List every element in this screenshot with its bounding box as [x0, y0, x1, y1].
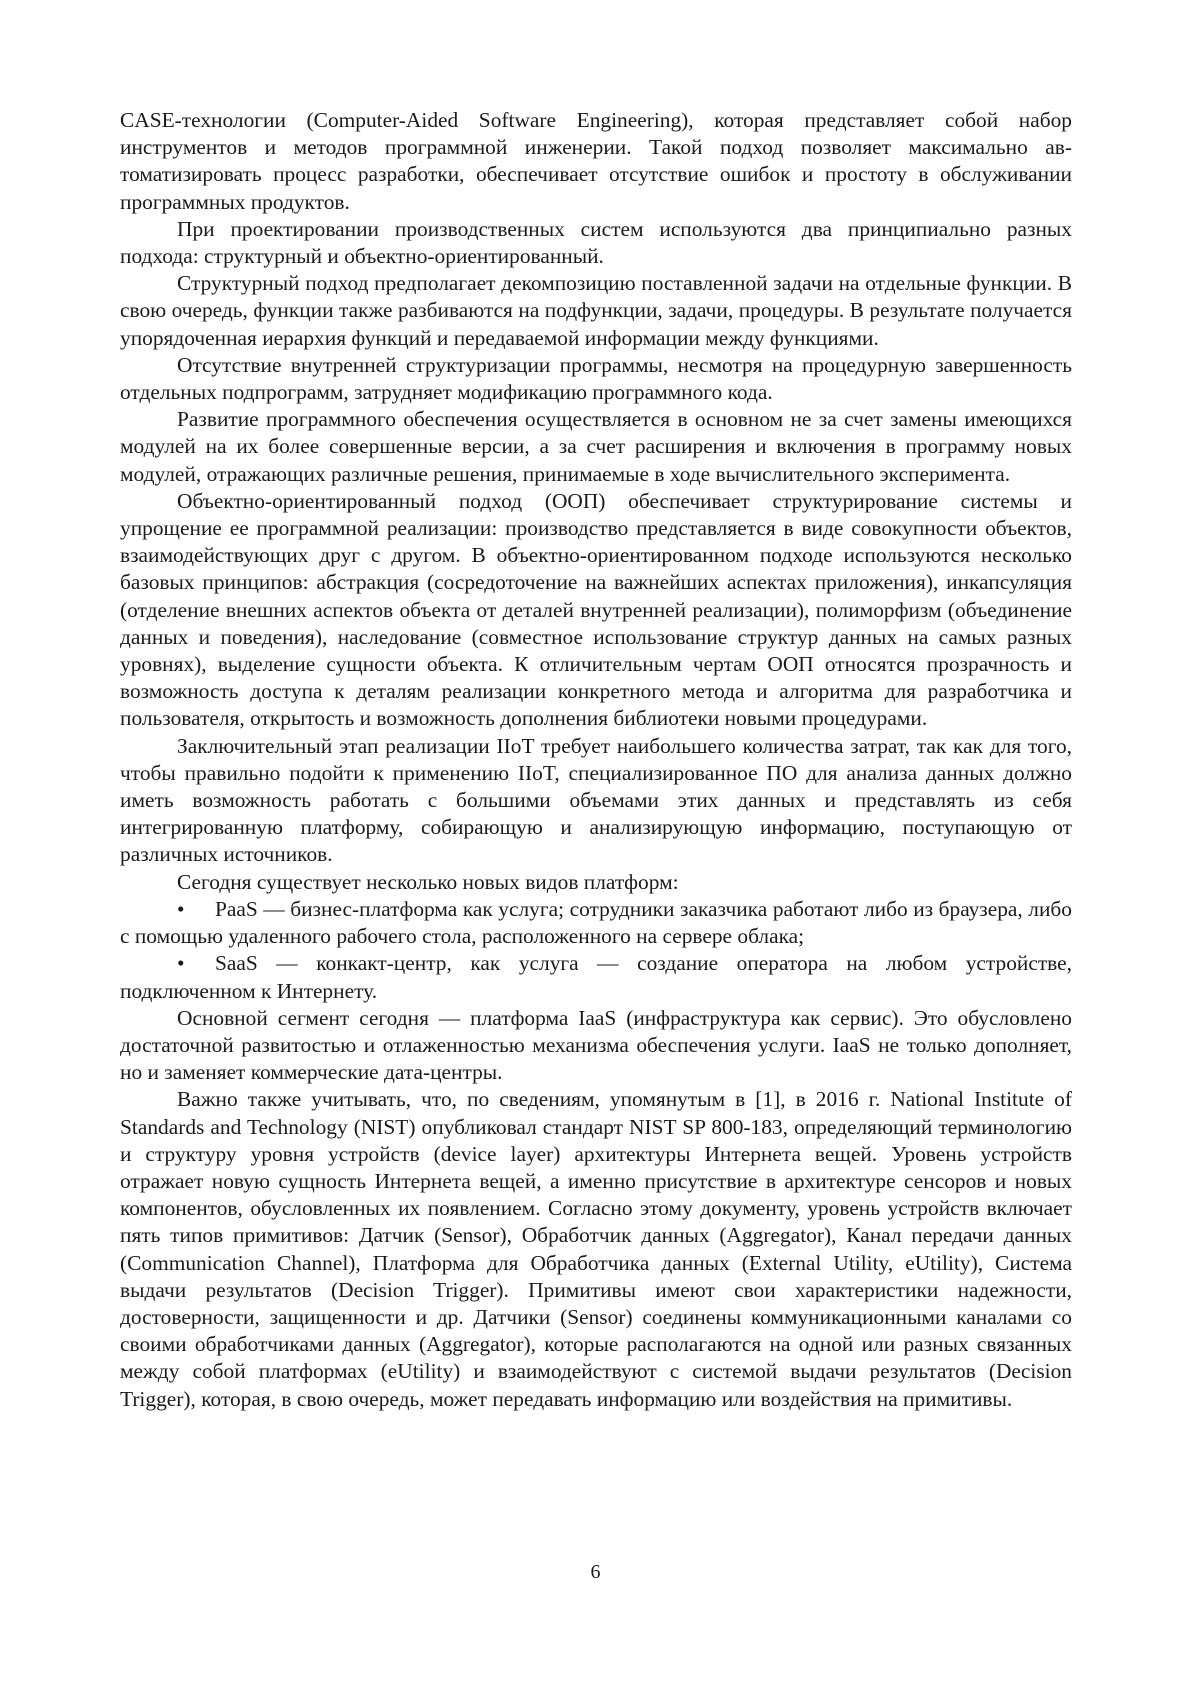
paragraph-12: Важно также учитывать, что, по сведениям, упомянутым в [1], в 2016 г. National Institute of Standards and Technology (NIST) опубликовал стандарт NIST SP 800-183, определяющий терминологию и структуру уровня устройств (device layer) архитектуры Интернета вещей. Уровень устройств отражает новую сущность Интернета вещей, а именно присутствие в архитектуре сенсоров и новых компонентов, обусловленных их появлением. Согласно этому документу, уровень устройств включает пять типов примитивов: Датчик (Sensor), Обработчик данных (Aggregator), Канал передачи данных (Communication Channel), Платформа для Обработчика данных (External Utility, eUtility), Система выдачи результатов (Decision Trigger). Примитивы имеют свои характеристики надежности, достоверности, защищенности и др. Датчики (Sensor) соединены коммуникационными каналами со своими обработчиками данных (Aggregator), которые располагаются на одной или разных связанных между собой платформах (eUtility) и взаимодействуют с системой выдачи результатов (Decision Trigger), которая, в свою очередь, может передавать информацию или воздействия на примитивы. — [120, 1087, 1072, 1411]
bullet-text-saas: SaaS — конкакт-центр, как услуга — создание оператора на любом устройстве, подключенном к Интернету. — [120, 951, 1072, 1003]
paragraph-7: Заключительный этап реализации IIoT требует наибольшего количества затрат, так как для того, чтобы правильно подойти к применению IIoT, специализированное ПО для анализа данных должно иметь возможность работать с большими объемами этих данных и представлять из себя интегрированную платформу, собирающую и анализирующую информацию, поступающую от различных источников. — [120, 733, 1072, 867]
bullet-item-paas — [120, 896, 1072, 950]
paragraph-3: Структурный подход предполагает декомпозицию поставленной задачи на отдельные функции. В свою очередь, функции также разбиваются на подфункции, задачи, процедуры. В результате получается упорядоченная иерархия функций и передаваемой информации между функциями. — [120, 271, 1072, 350]
page-number: 6 — [590, 1561, 601, 1583]
document-body — [120, 107, 1072, 1413]
bullet-icon: • — [177, 896, 185, 921]
bullet-text-paas: PaaS — бизнес-платформа как услуга; сотрудники заказчика работают либо из браузера, либо с помощью удаленного рабочего стола, расположенного на сервере облака; — [120, 896, 1072, 949]
paragraph-4: Отсутствие внутренней структуризации программы, несмотря на процедурную завершенность отдельных подпрограмм, затрудняет модификацию программного кода. — [120, 352, 1072, 405]
paragraph-2: При проектировании производственных систем используются два принципиально разных подхода: структурный и объектно-ориентированный. — [120, 216, 1072, 269]
paragraph-8: Сегодня существует несколько новых видов платформ: — [177, 869, 679, 894]
paragraph-1: CASE-технологии (Computer-Aided Software Engineering), которая представляет собой набор инструментов и методов программной инженерии. Такой подход позволяет максимально автоматизировать процесс разработки, обеспечивает отсутствие ошибок и простоту в обслуживании программных продуктов. — [120, 108, 1072, 214]
bullet-item-saas — [120, 950, 1072, 1004]
paragraph-11: Основной сегмент сегодня — платформа IaaS (инфраструктура как сервис). Это обусловлено достаточной развитостью и отлаженностью механизма обеспечения услуги. IaaS не только дополняет, но и заменяет коммерческие дата-центры. — [120, 1005, 1072, 1085]
paragraph-5: Развитие программного обеспечения осуществляется в основном не за счет замены имеющихся модулей на их более совершенные версии, а за счет расширения и включения в программу новых модулей, отражающих различные решения, принимаемые в ходе вычислительного эксперимента. — [120, 407, 1072, 486]
paragraph-6: Объектно-ориентированный подход (ООП) обеспечивает структурирование системы и упрощение ее программной реализации: производство представляется в виде совокупности объектов, взаимодействующих друг с другом. В объектно-ориентированном подходе используются несколько базовых принципов: абстракция (сосредоточение на важнейших аспектах приложения), инкапсуляция (отделение внешних аспектов объекта от деталей внутренней реализации), полиморфизм (объединение данных и поведения), наследование (совместное использование структур данных на самых разных уровнях), выделение сущности объекта. К отличительным чертам ООП относятся прозрачность и возможность доступа к деталям реализации конкретного метода и алгоритма для разработчика и пользователя, открытость и возможность дополнения библиотеки новыми процедурами. — [120, 488, 1072, 731]
bullet-icon: • — [177, 951, 185, 976]
